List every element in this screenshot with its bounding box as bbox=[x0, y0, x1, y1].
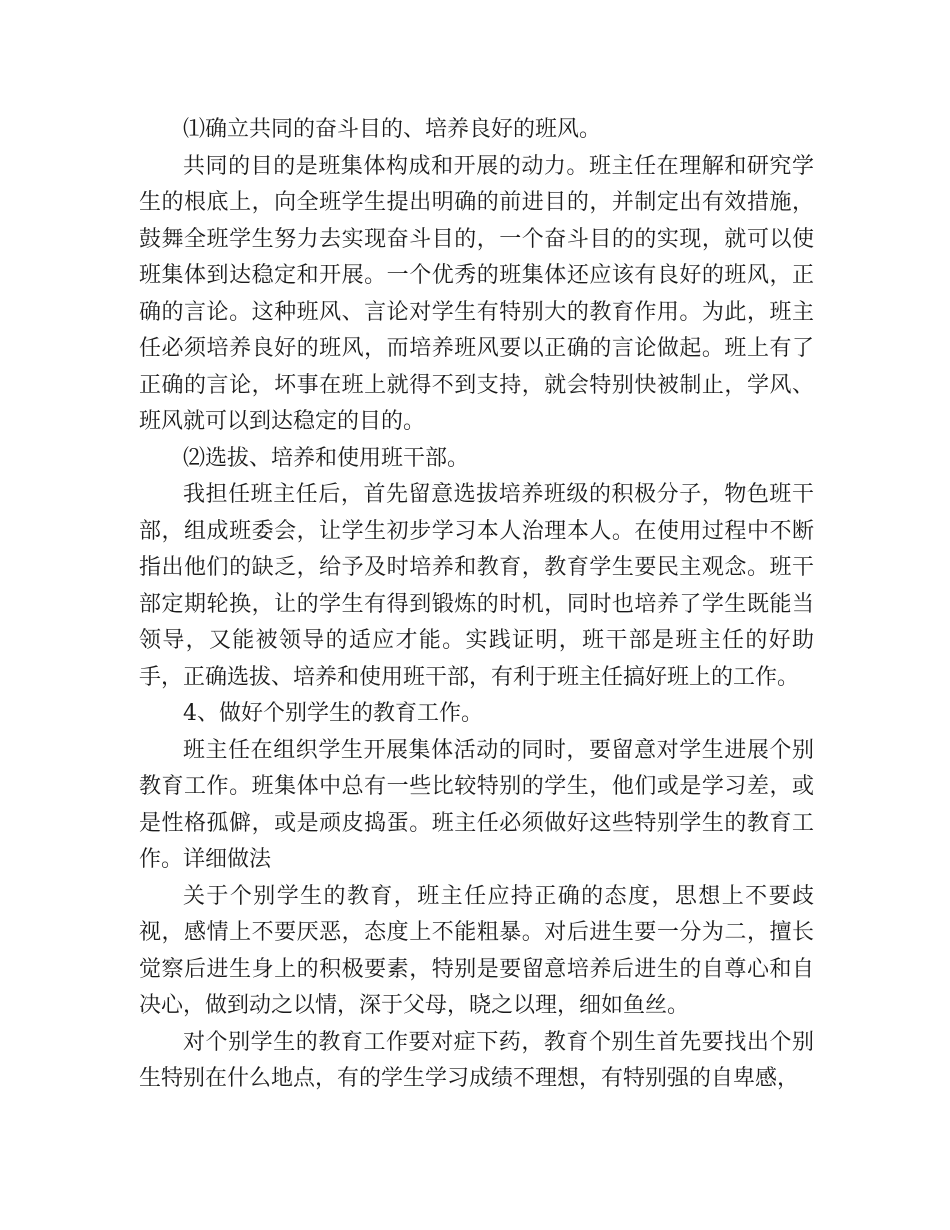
heading-individual-education: 4、做好个别学生的教育工作。 bbox=[183, 701, 483, 726]
paragraph-correct-attitude: 关于个别学生的教育，班主任应持正确的态度，思想上不要歧视，感情上不要厌恶，态度上不能粗暴。对后进生要一分为二，擅长觉察后进生身上的积极要素，特别是要留意培养后进生的自尊心和自决心，做到动之以情，深于父母，晓之以理，细如鱼丝。 bbox=[139, 883, 814, 1018]
paragraph-targeted-education: 对个别学生的教育工作要对症下药，教育个别生首先要找出个别生特别在什么地点，有的学生学习成绩不理想，有特别强的自卑感， bbox=[139, 1029, 814, 1091]
paragraph-common-goals: 共同的目的是班集体构成和开展的动力。班主任在理解和研究学生的根底上，向全班学生提出明确的前进目的，并制定出有效措施，鼓舞全班学生努力去实现奋斗目的，一个奋斗目的的实现，就可以使班集体到达稳定和开展。一个优秀的班集体还应该有良好的班风，正确的言论。这种班风、言论对学生有特别大的教育作用。为此，班主任必须培养良好的班风，而培养班风要以正确的言论做起。班上有了正确的言论，坏事在班上就得不到支持，就会特别快被制止，学风、班风就可以到达稳定的目的。 bbox=[139, 153, 814, 434]
heading-select-cadres: ⑵选拔、培养和使用班干部。 bbox=[183, 445, 470, 471]
paragraph-class-cadres: 我担任班主任后，首先留意选拔培养班级的积极分子，物色班干部，组成班委会，让学生初步学习本人治理本人。在使用过程中不断指出他们的缺乏，给予及时培养和教育，教育学生要民主观念。班干部定期轮换，让的学生有得到锻炼的时机，同时也培养了学生既能当领导，又能被领导的适应才能。实践证明，班干部是班主任的好助手，正确选拔、培养和使用班干部，有利于班主任搞好班上的工作。 bbox=[139, 482, 814, 690]
document-body bbox=[139, 112, 814, 1098]
heading-establish-goals: ⑴确立共同的奋斗目的、培养良好的班风。 bbox=[183, 117, 602, 142]
paragraph-individual-work: 班主任在组织学生开展集体活动的同时，要留意对学生进展个别教育工作。班集体中总有一些比较特别的学生，他们或是学习差，或是性格孤僻，或是顽皮捣蛋。班主任必须做好这些特别学生的教育工作。详细做法 bbox=[139, 737, 814, 872]
